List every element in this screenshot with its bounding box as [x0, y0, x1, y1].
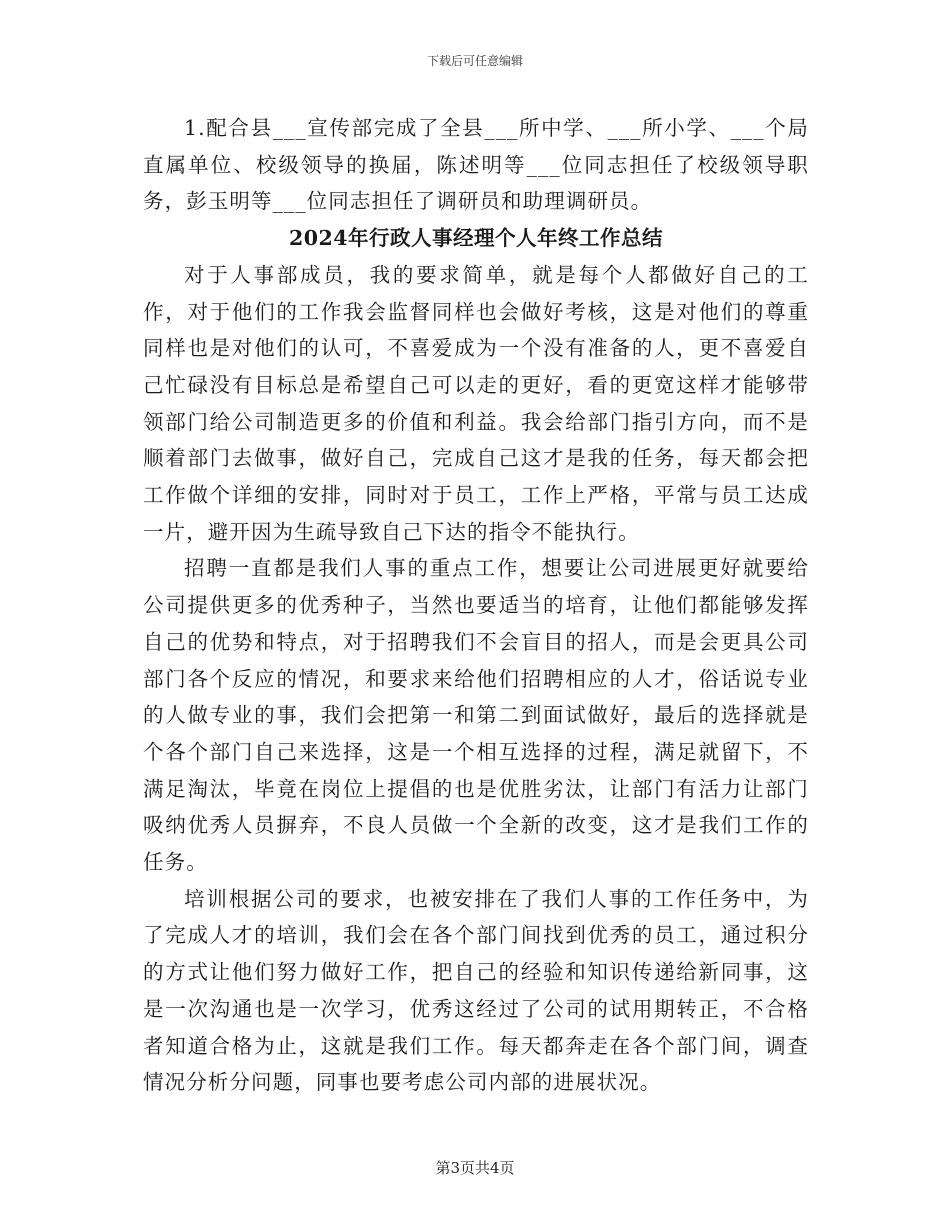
- body-paragraph-1: 对于人事部成员，我的要求简单，就是每个人都做好自己的工作，对于他们的工作我会监督同样也会做好考核，这是对他们的尊重同样也是对他们的认可，不喜爱成为一个没有准备的人，更不喜爱自己忙碌没有目标总是希望自己可以走的更好，看的更宽这样才能够带领部门给公司制造更多的价值和利益。我会给部门指引方向，而不是顺着部门去做事，做好自己，完成自己这才是我的任务，每天都会把工作做个详细的安排，同时对于员工，工作上严格，平常与员工达成一片，避开因为生疏导致自己下达的指令不能执行。: [143, 262, 809, 544]
- document-body: [143, 110, 809, 1101]
- intro-paragraph: 1.配合县___宣传部完成了全县___所中学、___所小学、___个局直属单位、校级领导的换届，陈述明等___位同志担任了校级领导职务，彭玉明等___位同志担任了调研员和助理调研员。: [143, 116, 809, 214]
- body-paragraph-3: 培训根据公司的要求，也被安排在了我们人事的工作任务中，为了完成人才的培训，我们会在各个部门间找到优秀的员工，通过积分的方式让他们努力做好工作，把自己的经验和知识传递给新同事，这是一次沟通也是一次学习，优秀这经过了公司的试用期转正，不合格者知道合格为止，这就是我们工作。每天都奔走在各个部门间，调查情况分析分问题，同事也要考虑公司内部的进展状况。: [143, 886, 809, 1095]
- document-title: 2024年行政人事经理个人年终工作总结: [288, 226, 664, 251]
- page-number-footer: 第3页共4页: [435, 1159, 515, 1177]
- page-header-note: 下载后可任意编辑: [426, 54, 523, 68]
- body-paragraph-2: 招聘一直都是我们人事的重点工作，想要让公司进展更好就要给公司提供更多的优秀种子，当然也要适当的培育，让他们都能够发挥自己的优势和特点，对于招聘我们不会盲目的招人，而是会更具公司部门各个反应的情况，和要求来给他们招聘相应的人才，俗话说专业的人做专业的事，我们会把第一和第二到面试做好，最后的选择就是个各个部门自己来选择，这是一个相互选择的过程，满足就留下，不满足淘汰，毕竟在岗位上提倡的也是优胜劣汰，让部门有活力让部门吸纳优秀人员摒弃，不良人员做一个全新的改变，这才是我们工作的任务。: [143, 556, 809, 875]
